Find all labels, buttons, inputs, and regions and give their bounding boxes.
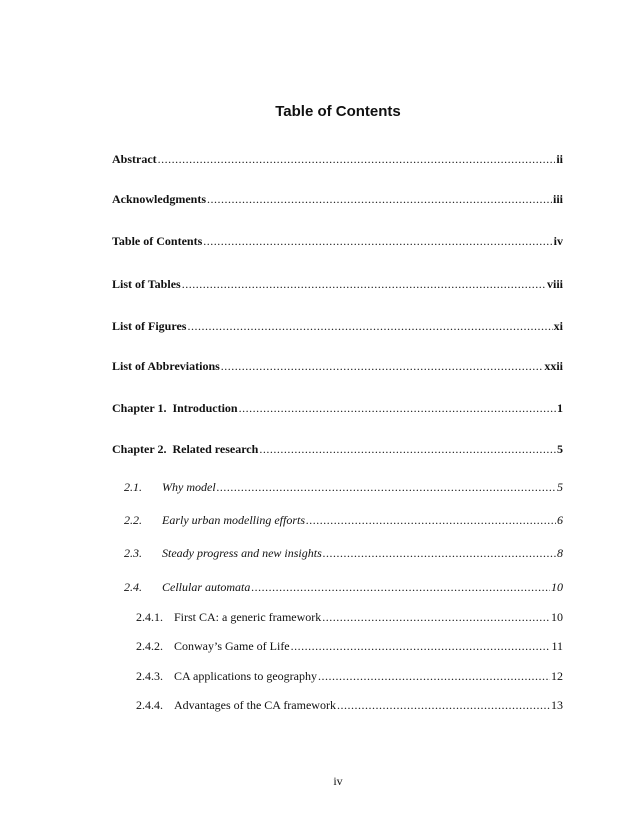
- toc-entry-page: 8: [557, 546, 563, 560]
- toc-entry-section-2-4[interactable]: [0, 578, 638, 596]
- toc-entry-page: ii: [556, 152, 563, 166]
- page-title: Table of Contents: [275, 103, 401, 120]
- toc-entry-title: Chapter 1. Introduction: [112, 401, 238, 415]
- toc-entry-section-2-2[interactable]: [0, 511, 638, 529]
- toc-entry-chapter-1[interactable]: [0, 399, 638, 417]
- dot-leader: [239, 399, 556, 417]
- toc-entry-section-2-4-1[interactable]: [0, 608, 638, 626]
- toc-entry-page: 10: [551, 610, 563, 624]
- toc-entry-title: List of Figures: [112, 319, 187, 333]
- toc-entry-title: Acknowledgments: [112, 192, 207, 206]
- dot-leader: [187, 317, 552, 335]
- dot-leader: [207, 190, 552, 208]
- toc-entry-page: xi: [553, 319, 563, 333]
- toc-entry-page: 6: [557, 513, 563, 527]
- dot-leader: [291, 637, 551, 655]
- toc-entry-number: 2.2.: [124, 513, 142, 527]
- toc-entry-page: 13: [551, 698, 563, 712]
- toc-entry-title: CA applications to geography: [174, 669, 317, 683]
- toc-entry-title: Advantages of the CA framework: [174, 698, 336, 712]
- dot-leader: [182, 275, 546, 293]
- toc-entry-title: Cellular automata: [162, 580, 251, 594]
- dot-leader: [337, 696, 550, 714]
- toc-entry-title: Chapter 2. Related research: [112, 442, 259, 456]
- dot-leader: [158, 150, 556, 168]
- toc-entry-title: List of Abbreviations: [112, 359, 220, 373]
- toc-entry-title: Early urban modelling efforts: [162, 513, 305, 527]
- toc-entry-title: First CA: a generic framework: [174, 610, 322, 624]
- dot-leader: [306, 511, 556, 529]
- toc-entry-number: 2.3.: [124, 546, 142, 560]
- toc-entry-acknowledgments[interactable]: [0, 190, 638, 208]
- toc-entry-page: iii: [552, 192, 563, 206]
- dot-leader: [217, 478, 556, 496]
- toc-entry-section-2-4-4[interactable]: [0, 696, 638, 714]
- toc-entry-title: Table of Contents: [112, 234, 203, 248]
- toc-entry-number: 2.4.3.: [136, 669, 163, 683]
- toc-entry-title: Why model: [162, 480, 216, 494]
- page-number: iv: [333, 774, 343, 788]
- toc-entry-title: Abstract: [112, 152, 157, 166]
- toc-entry-list-of-tables[interactable]: [0, 275, 638, 293]
- toc-entry-page: 11: [551, 639, 563, 653]
- toc-entry-page: 5: [557, 442, 563, 456]
- toc-entry-chapter-2[interactable]: [0, 440, 638, 458]
- dot-leader: [322, 608, 550, 626]
- toc-entry-page: xxii: [544, 359, 563, 373]
- toc-entry-table-of-contents[interactable]: [0, 232, 638, 250]
- dot-leader: [318, 667, 550, 685]
- toc-entry-title: Steady progress and new insights: [162, 546, 322, 560]
- toc-entry-section-2-4-3[interactable]: [0, 667, 638, 685]
- toc-entry-section-2-4-2[interactable]: [0, 637, 638, 655]
- toc-entry-title: Conway’s Game of Life: [174, 639, 290, 653]
- toc-entry-number: 2.4.2.: [136, 639, 163, 653]
- dot-leader: [323, 544, 556, 562]
- toc-entry-number: 2.4.1.: [136, 610, 163, 624]
- toc-entry-section-2-1[interactable]: [0, 478, 638, 496]
- toc-entry-page: 1: [557, 401, 563, 415]
- toc-entry-number: 2.4.4.: [136, 698, 163, 712]
- toc-entry-page: iv: [553, 234, 563, 248]
- toc-entry-list-of-figures[interactable]: [0, 317, 638, 335]
- dot-leader: [259, 440, 556, 458]
- toc-entry-abstract[interactable]: [0, 150, 638, 168]
- toc-entry-number: 2.4.: [124, 580, 142, 594]
- toc-entry-section-2-3[interactable]: [0, 544, 638, 562]
- dot-leader: [251, 578, 550, 596]
- toc-entry-page: 10: [551, 580, 563, 594]
- toc-entry-title: List of Tables: [112, 277, 181, 291]
- toc-entry-page: 12: [551, 669, 563, 683]
- dot-leader: [221, 357, 544, 375]
- toc-entry-number: 2.1.: [124, 480, 142, 494]
- toc-entry-page: viii: [546, 277, 563, 291]
- toc-entry-page: 5: [557, 480, 563, 494]
- toc-entry-list-of-abbreviations[interactable]: [0, 357, 638, 375]
- dot-leader: [203, 232, 552, 250]
